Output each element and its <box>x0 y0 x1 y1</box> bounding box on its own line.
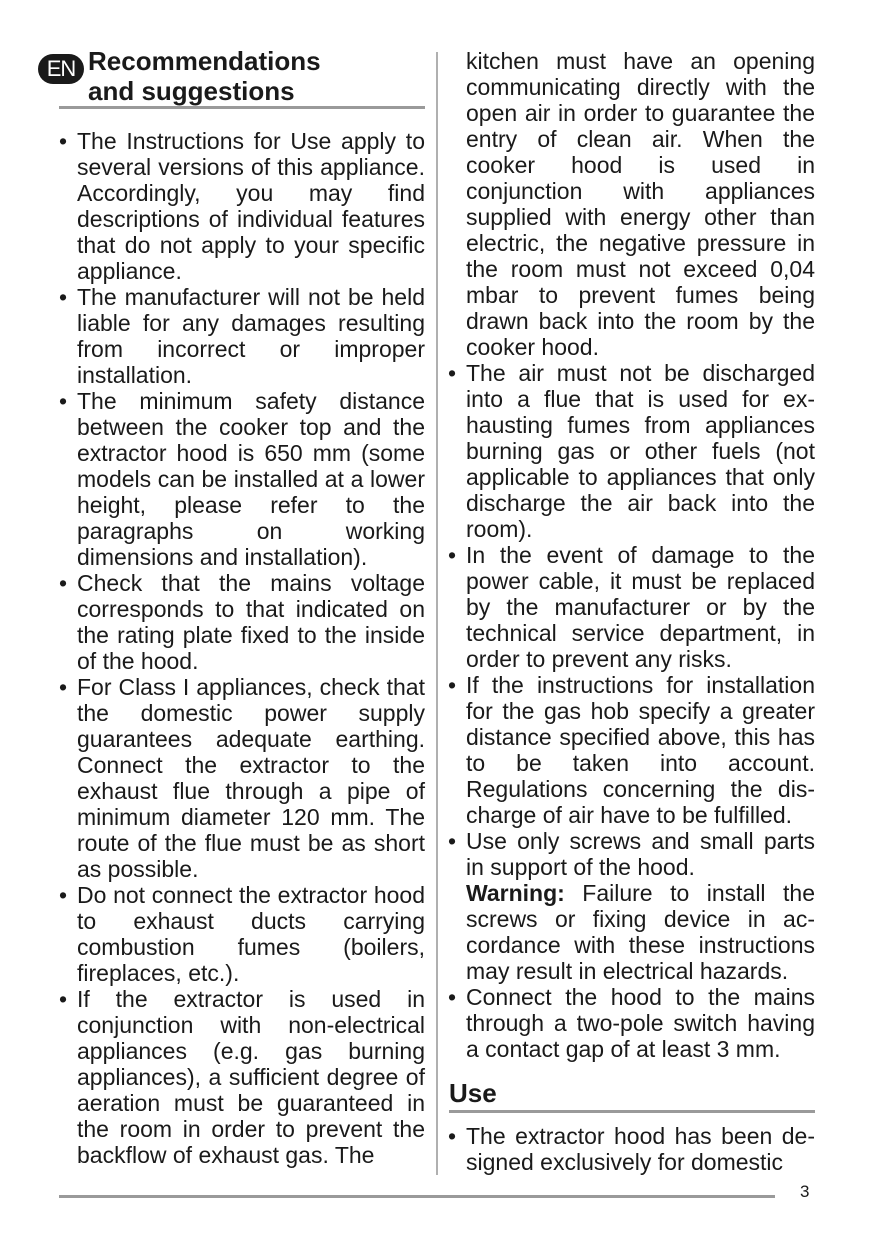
right-column <box>446 48 815 1175</box>
section-title <box>88 46 428 106</box>
section-title-line-1: Recommendations <box>88 46 321 76</box>
list-item: • The extractor hood has been designed exclusively for domestic <box>446 1123 815 1175</box>
list-item: • The Instructions for Use apply to several versions of this appliance. Accordingly, you may find descriptions of individual features that do not apply to your specific appliance. <box>57 128 425 284</box>
right-bullet-list <box>446 360 815 1062</box>
list-item-screws <box>446 828 815 984</box>
list-item: • If the extractor is used in conjunction with non-electrical appliances (e.g. gas burning appliances), a sufficient degree of aeration must be guaranteed in the room in order to prevent the backflow of exhaust gas. The <box>57 986 425 1168</box>
list-item: • Check that the mains voltage corresponds to that indicated on the rating plate fixed to the inside of the hood. <box>57 570 425 674</box>
use-bullet-list <box>446 1123 815 1175</box>
list-item: • The manufacturer will not be held liable for any damages resulting from incorrect or improper installation. <box>57 284 425 388</box>
section-title-line-2: and suggestions <box>88 76 295 106</box>
list-item: • Connect the hood to the mains through a two-pole switch having a contact gap of at least 3 mm. <box>446 984 815 1062</box>
list-item: • For Class I appliances, check that the domestic power supply guarantees adequate earthing. Connect the extractor to the exhaust flue through a pipe of minimum diameter 120 mm. The route of the flue must be as short as possible. <box>57 674 425 882</box>
screws-text: • Use only screws and small parts in support of the hood. <box>466 828 815 880</box>
language-badge: EN <box>38 54 84 84</box>
left-column <box>57 128 425 1168</box>
list-item: • If the instructions for installation for the gas hob specify a greater distance specified above, this has to be taken into account. Regulations concerning the discharge of air have to be fulfilled. <box>446 672 815 828</box>
warning-text: Failure to install the screws or fixing device in accordance with these instructions may result in electrical hazards. <box>466 880 815 984</box>
footer-rule <box>59 1195 775 1198</box>
list-item: • Do not connect the extractor hood to exhaust ducts carrying combustion fumes (boilers, fireplaces, etc.). <box>57 882 425 986</box>
left-bullet-list <box>57 128 425 1168</box>
section-title-underline <box>59 106 425 109</box>
warning-note <box>466 880 815 984</box>
use-section-title: Use <box>449 1078 497 1108</box>
list-item: • In the event of damage to the power cable, it must be replaced by the manufacturer or by the technical service department, in order to prevent any risks. <box>446 542 815 672</box>
page-number: 3 <box>800 1182 810 1201</box>
use-title-underline <box>449 1110 815 1113</box>
list-item: • The minimum safety distance between the cooker top and the extractor hood is 650 mm (some models can be installed at a lower height, please refer to the paragraphs on working dimensions and installation). <box>57 388 425 570</box>
warning-label: Warning: <box>466 880 565 906</box>
continued-paragraph: kitchen must have an opening communicating directly with the open air in order to guarantee the entry of clean air. When the cooker hood is used in conjunction with appliances supplied with energy other than electric, the negative pressure in the room must not exceed 0,04 mbar to prevent fumes being drawn back into the room by the cooker hood. <box>466 48 815 360</box>
list-item: • The air must not be discharged into a flue that is used for exhausting fumes from appliances burning gas or other fuels (not applicable to appliances that only discharge the air back into the room). <box>446 360 815 542</box>
column-divider <box>436 52 438 1175</box>
